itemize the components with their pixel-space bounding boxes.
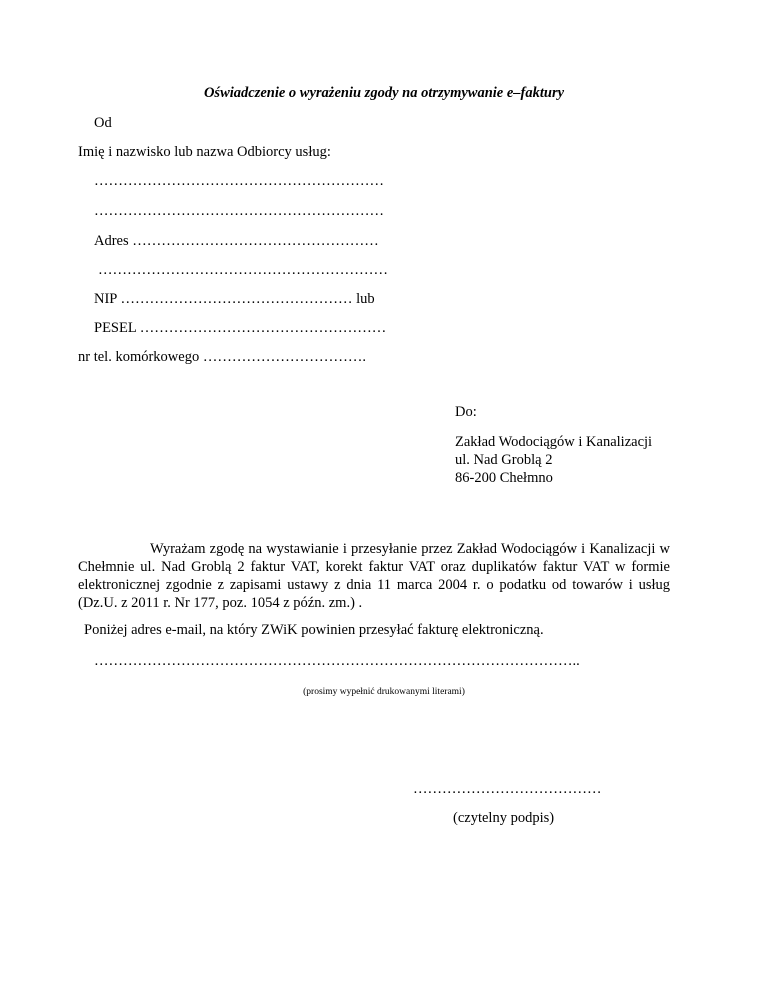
address-field-line-2: ……………………………………………………	[98, 262, 388, 278]
signature-line: …………………………………	[413, 781, 602, 797]
from-label: Od	[94, 115, 112, 131]
address-field-line-1: Adres ……………………………………………	[94, 233, 379, 249]
pesel-field-line: PESEL ……………………………………………	[94, 320, 387, 336]
name-field-line-1: ……………………………………………………	[94, 173, 384, 189]
to-label: Do:	[455, 404, 477, 420]
name-label: Imię i nazwisko lub nazwa Odbiorcy usług:	[78, 144, 331, 160]
recipient-street: ul. Nad Groblą 2	[455, 452, 553, 468]
print-note: (prosimy wypełnić drukowanymi literami)	[303, 687, 465, 697]
name-field-line-2: ……………………………………………………	[94, 203, 384, 219]
recipient-city: 86-200 Chełmno	[455, 470, 553, 486]
document-title: Oświadczenie o wyrażeniu zgody na otrzymywanie e–faktury	[203, 85, 565, 101]
nip-field-line: NIP ………………………………………… lub	[94, 291, 375, 307]
consent-paragraph: Wyrażam zgodę na wystawianie i przesyłanie przez Zakład Wodociągów i Kanalizacji w Chełmnie ul. Nad Groblą 2 faktur VAT, korekt faktur VAT oraz duplikatów faktur VAT w formie elektronicznej zgodnie z zapisami ustawy z dnia 11 marca 2004 r. o podatku od towarów i usług (Dz.U. z 2011 r. Nr 177, poz. 1054 z późn. zm.) .	[78, 541, 670, 611]
phone-field-line: nr tel. komórkowego …………………………….	[78, 349, 366, 365]
recipient-name: Zakład Wodociągów i Kanalizacji	[455, 434, 653, 450]
email-label: Poniżej adres e-mail, na który ZWiK powinien przesyłać fakturę elektroniczną.	[84, 622, 544, 638]
signature-label: (czytelny podpis)	[453, 810, 555, 826]
email-field-line: ………………………………………………………………………………………..	[94, 653, 580, 669]
